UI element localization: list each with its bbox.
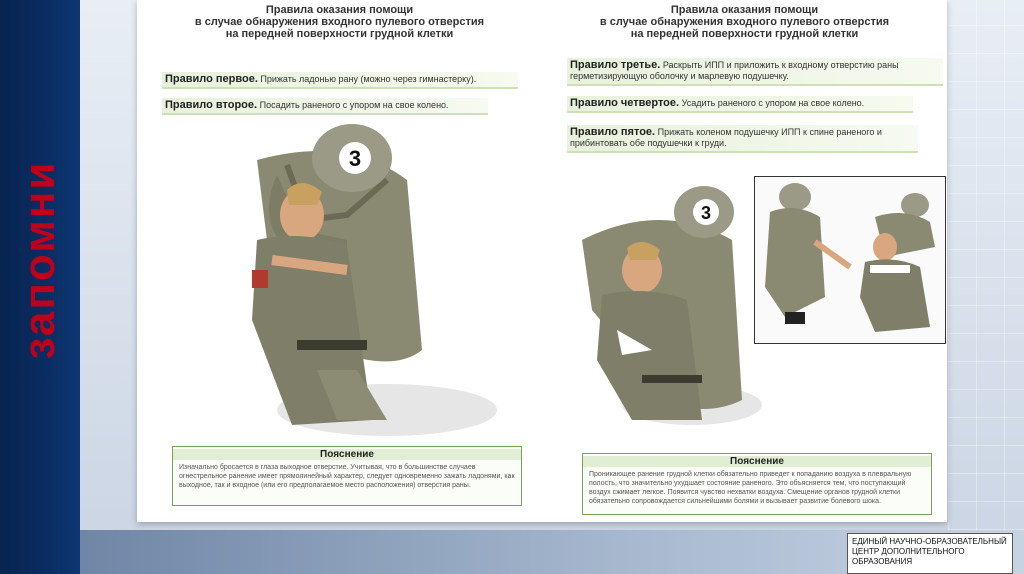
first-aid-illustration-left	[197, 120, 497, 440]
rule-name: Правило первое.	[165, 73, 258, 85]
bandaging-inset-frame	[754, 176, 946, 344]
bandaging-illustration-inset-svg	[755, 177, 945, 343]
left-title: Правила оказания помощи в случае обнаружения входного пулевого отверстия на передней поверхности грудной клетки	[194, 4, 485, 40]
right-rule-3	[567, 58, 943, 86]
first-aid-illustration-right-main	[572, 180, 762, 430]
side-band	[0, 0, 80, 574]
left-explanation-box	[172, 446, 522, 506]
right-panel	[542, 0, 947, 522]
explanation-text: Проникающее ранение грудной клетки обязательно приведет к попаданию воздуха в плевральную полость, что значительно ухудшает состояние раненого. Это объясняется тем, что поступающий воздух сжимает легкое. Появится чувство нехватки воздуха. Смещение органов грудной клетки обязательно сопровождается сильнейшими болями и вызывает развитие болевого шока.	[589, 471, 912, 505]
right-decor-panel	[948, 0, 1024, 530]
explanation-text: Изначально бросается в глаза выходное отверстие. Учитывая, что в большинстве случаев огнестрельное ранение имеет прямолинейный характер, следует одновременно зажать ладонями, как выходное, так и входное (или его предполагаемое место расположения) отверстия раны.	[179, 464, 515, 489]
left-rule-1	[162, 72, 518, 89]
left-panel	[137, 0, 542, 522]
rule-name: Правило четвертое.	[570, 97, 680, 109]
right-explanation-box	[582, 453, 932, 515]
side-label: запомни	[15, 160, 64, 360]
rule-text: Посадить раненого с упором на свое колено.	[259, 100, 449, 110]
explanation-heading: Пояснение	[173, 449, 521, 460]
helmet-number: 3	[348, 146, 362, 171]
explanation-heading: Пояснение	[583, 456, 931, 467]
rule-name: Правило третье.	[570, 59, 661, 71]
rule-name: Правило пятое.	[570, 126, 656, 138]
right-title: Правила оказания помощи в случае обнаружения входного пулевого отверстия на передней поверхности грудной клетки	[599, 4, 890, 40]
left-rule-2	[162, 98, 488, 115]
right-rule-4	[567, 96, 913, 113]
rule-text: Раскрыть ИПП и приложить к входному отверстию раны герметизирующую оболочку и марлевую подушечку.	[570, 60, 899, 81]
organization-label: ЕДИНЫЙ НАУЧНО-ОБРАЗОВАТЕЛЬНЫЙ ЦЕНТР ДОПОЛНИТЕЛЬНОГО ОБРАЗОВАНИЯ	[847, 533, 1013, 574]
rule-name: Правило второе.	[165, 99, 258, 111]
rule-text: Прижать ладонью рану (можно через гимнастерку).	[260, 74, 477, 84]
rule-text: Прижать коленом подушечку ИПП к спине раненого и прибинтовать обе подушечки к груди.	[570, 127, 882, 148]
helmet-number: 3	[700, 203, 712, 223]
slide-page	[137, 0, 947, 522]
right-rule-5	[567, 125, 918, 153]
rule-text: Усадить раненого с упором на свое колено.	[681, 98, 865, 108]
